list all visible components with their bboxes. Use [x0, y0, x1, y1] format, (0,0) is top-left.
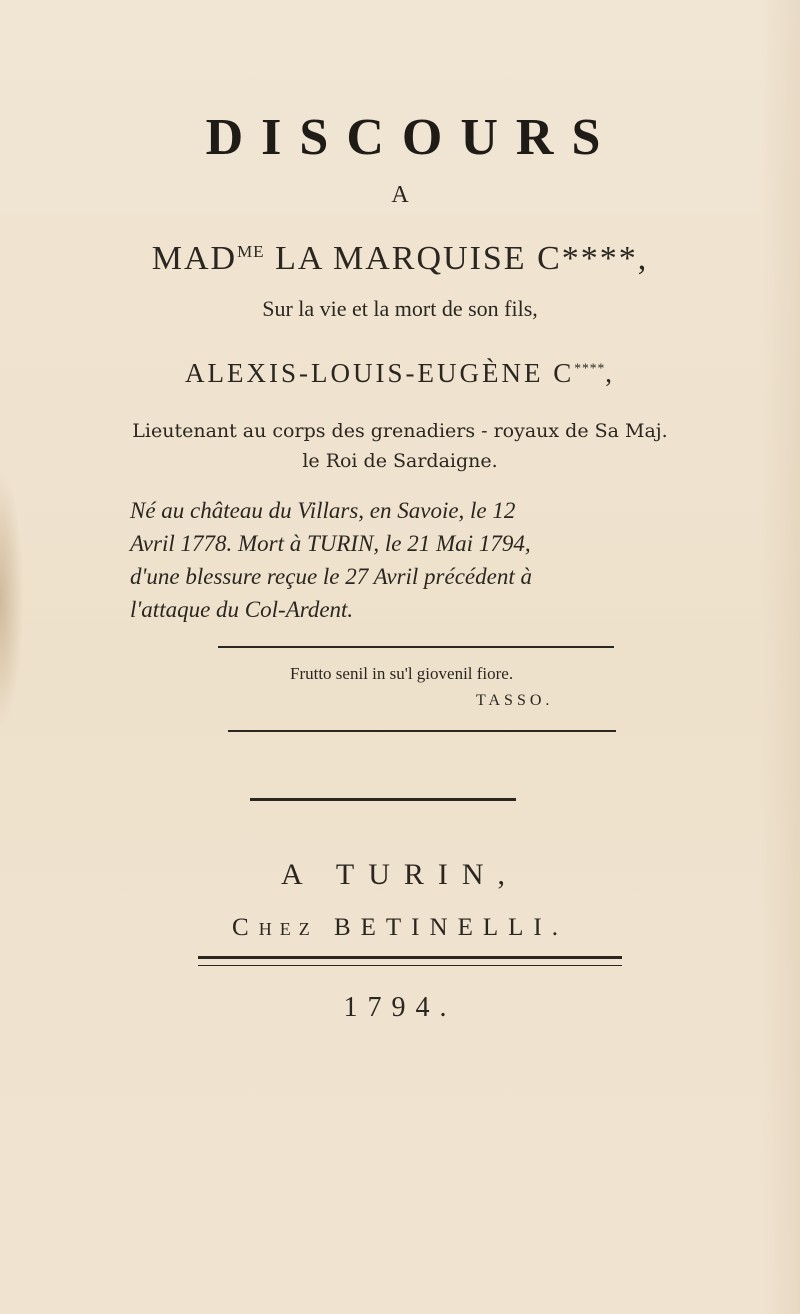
imprint-year: 1794. [343, 992, 457, 1023]
addressee-rest: LA MARQUISE C****, [264, 240, 649, 277]
ornamental-rule [250, 798, 516, 801]
imprint-printer-line [0, 914, 800, 942]
epigraph-author: TASSO. [476, 692, 554, 709]
printer-prefix-rest: HEZ [258, 919, 318, 939]
double-rule-thick [198, 956, 622, 959]
addressee-superscript: ME [237, 242, 265, 262]
printer-prefix-initial: C [232, 914, 259, 941]
biography-line-4: l'attaque du Col-Ardent. [130, 597, 354, 622]
biography-block [130, 494, 630, 626]
printer-name: BETINELLI. [333, 914, 568, 941]
subject-name-line [0, 358, 800, 389]
divider-rule [218, 646, 614, 648]
biography-line-1: Né au château du Villars, en Savoie, le 12 [130, 498, 516, 523]
subtitle: Sur la vie et la mort de son fils, [262, 296, 538, 321]
subject-suffix: , [605, 358, 615, 388]
addressee-prefix: MAD [151, 240, 238, 277]
rank-line-1: Lieutenant au corps des grenadiers - royaux de Sa Maj. [132, 420, 668, 442]
imprint-city: A TURIN, [280, 858, 520, 891]
rank-line-2: le Roi de Sardaigne. [302, 450, 498, 472]
preposition: A [391, 182, 409, 208]
divider-rule [228, 730, 616, 732]
page-title: DISCOURS [205, 109, 619, 166]
subject-name: ALEXIS-LOUIS-EUGÈNE C [185, 358, 575, 388]
double-rule-thin [198, 965, 622, 966]
binding-stain [0, 470, 24, 730]
subject-superscript: **** [574, 360, 606, 376]
biography-line-2: Avril 1778. Mort à TURIN, le 21 Mai 1794, [130, 531, 531, 556]
biography-line-3: d'une blessure reçue le 27 Avril précédent à [130, 564, 532, 589]
addressee-line [0, 240, 800, 278]
epigraph-quote: Frutto senil in su'l giovenil fiore. [290, 664, 514, 683]
